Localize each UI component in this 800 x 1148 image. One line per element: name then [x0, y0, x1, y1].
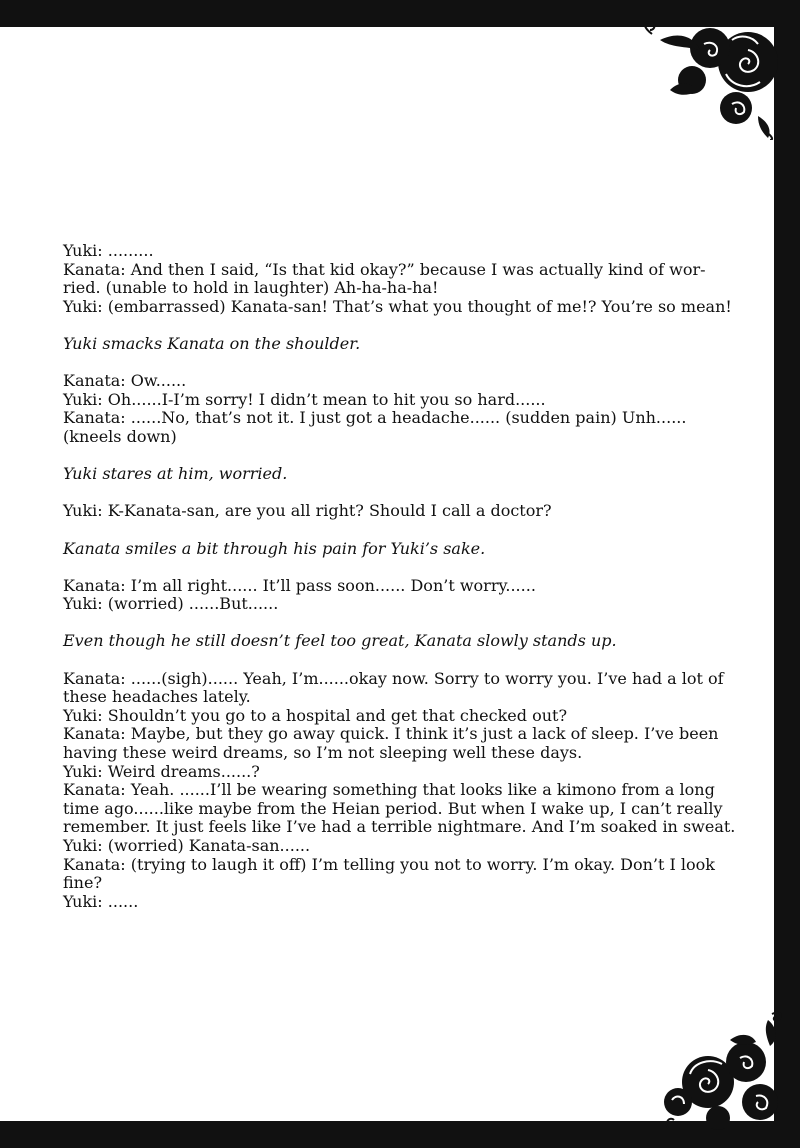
dialogue-line: Yuki: Oh......I-I’m sorry! I didn’t mean to hit you so hard...... — [63, 389, 546, 409]
line-gap — [63, 614, 713, 633]
stage-direction: Yuki smacks Kanata on the shoulder. — [63, 333, 361, 353]
dialogue-line: having these weird dreams, so I’m not sleeping well these days. — [63, 743, 583, 763]
stage-direction: Kanata smiles a bit through his pain for Yuki’s sake. — [63, 538, 486, 558]
dialogue-line: Yuki: (embarrassed) Kanata-san! That’s what you thought of me!? You’re so mean! — [63, 296, 732, 316]
dialogue-line: these headaches lately. — [63, 687, 251, 707]
line-gap — [63, 447, 713, 466]
dialogue-line: remember. It just feels like I’ve had a terrible nightmare. And I’m soaked in sweat. — [63, 817, 736, 837]
line-gap — [63, 651, 713, 670]
dialogue-line: Kanata: Ow...... — [63, 371, 187, 391]
dialogue-line: time ago......like maybe from the Heian period. But when I wake up, I can’t really — [63, 798, 723, 818]
stage-direction: Yuki stares at him, worried. — [63, 464, 288, 484]
line-gap — [63, 484, 713, 503]
dialogue-line: Yuki: (worried) ......But...... — [63, 594, 279, 614]
dialogue-line: Kanata: Yeah. ......I’ll be wearing something that looks like a kimono from a long — [63, 780, 715, 800]
dialogue-line: Yuki: (worried) Kanata-san...... — [63, 836, 311, 855]
line-gap — [63, 316, 713, 335]
dialogue-line: Kanata: (trying to laugh it off) I’m telling you not to worry. I’m okay. Don’t I look — [63, 854, 715, 874]
line-gap — [63, 521, 713, 540]
line-gap — [63, 558, 713, 577]
rose-ornament-top-right-icon — [640, 20, 780, 140]
dialogue-line: fine? — [63, 873, 103, 893]
dialogue-line: Kanata: ......(sigh)...... Yeah, I’m......okay now. Sorry to worry you. I’ve had a lot of — [63, 668, 724, 688]
dialogue-line: (kneels down) — [63, 426, 177, 446]
rose-ornament-bottom-right-icon — [660, 1010, 785, 1130]
script-text — [63, 241, 736, 911]
dialogue-line: Yuki: ......... — [63, 241, 154, 260]
dialogue-line: ried. (unable to hold in laughter) Ah-ha-ha-ha! — [63, 278, 439, 298]
dialogue-line: Kanata: ......No, that’s not it. I just got a headache...... (sudden pain) Unh...... — [63, 408, 687, 428]
dialogue-line: Kanata: And then I said, “Is that kid okay?” because I was actually kind of wor- — [63, 259, 706, 279]
dialogue-line: Kanata: I’m all right...... It’ll pass soon...... Don’t worry...... — [63, 575, 536, 595]
dialogue-line: Yuki: Weird dreams......? — [63, 761, 260, 781]
dialogue-line: Yuki: K-Kanata-san, are you all right? Should I call a doctor? — [63, 501, 552, 521]
dialogue-line: Kanata: Maybe, but they go away quick. I think it’s just a lack of sleep. I’ve been — [63, 724, 719, 744]
dialogue-line: Yuki: Shouldn’t you go to a hospital and get that checked out? — [63, 705, 568, 725]
stage-direction: Even though he still doesn’t feel too great, Kanata slowly stands up. — [63, 631, 617, 651]
right-border — [774, 0, 800, 1148]
line-gap — [63, 354, 713, 373]
dialogue-line: Yuki: ...... — [63, 891, 139, 911]
